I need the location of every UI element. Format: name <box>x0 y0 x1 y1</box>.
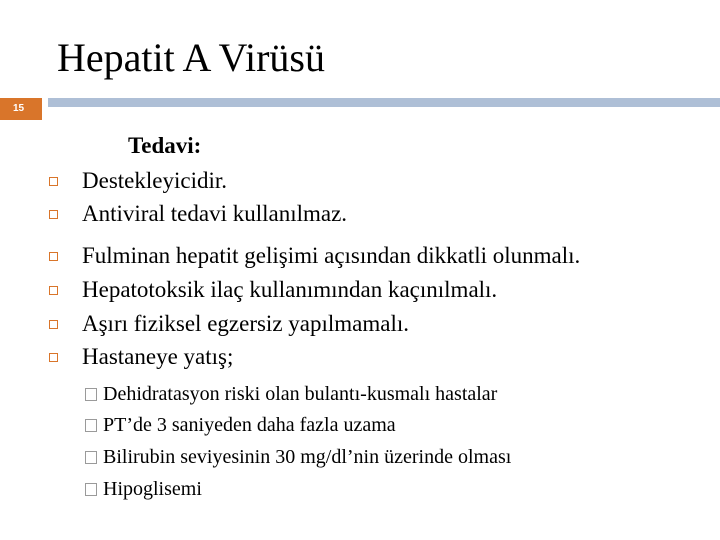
square-bullet-icon <box>85 419 97 432</box>
bullet-text: Hastaneye yatış; <box>82 344 234 369</box>
header-rule <box>48 98 720 107</box>
sub-bullet-text: PT’de 3 saniyeden daha fazla uzama <box>103 414 396 436</box>
square-bullet-icon <box>49 286 58 295</box>
square-bullet-icon <box>49 320 58 329</box>
bullet-text: Fulminan hepatit gelişimi açısından dikkatli olunmalı. <box>82 243 581 268</box>
bullet-text: Aşırı fiziksel egzersiz yapılmamalı. <box>82 311 409 336</box>
sub-bullet-text: Dehidratasyon riski olan bulantı-kusmalı hastalar <box>103 383 498 405</box>
square-bullet-icon <box>85 451 97 464</box>
square-bullet-icon <box>49 210 58 219</box>
bullet-text: Destekleyicidir. <box>82 168 227 193</box>
square-bullet-icon <box>49 353 58 362</box>
bullet-text: Hepatotoksik ilaç kullanımından kaçınılmalı. <box>82 277 498 302</box>
sub-bullet-text: Bilirubin seviyesinin 30 mg/dl’nin üzerinde olması <box>103 446 512 468</box>
sub-bullet-text: Hipoglisemi <box>103 478 202 500</box>
square-bullet-icon <box>49 252 58 261</box>
slide-title: Hepatit A Virüsü <box>57 35 325 80</box>
bullet-text: Antiviral tedavi kullanılmaz. <box>82 201 348 226</box>
square-bullet-icon <box>85 388 97 401</box>
section-heading: Tedavi: <box>128 133 202 158</box>
square-bullet-icon <box>85 483 97 496</box>
slide-number: 15 <box>13 103 25 114</box>
square-bullet-icon <box>49 177 58 186</box>
